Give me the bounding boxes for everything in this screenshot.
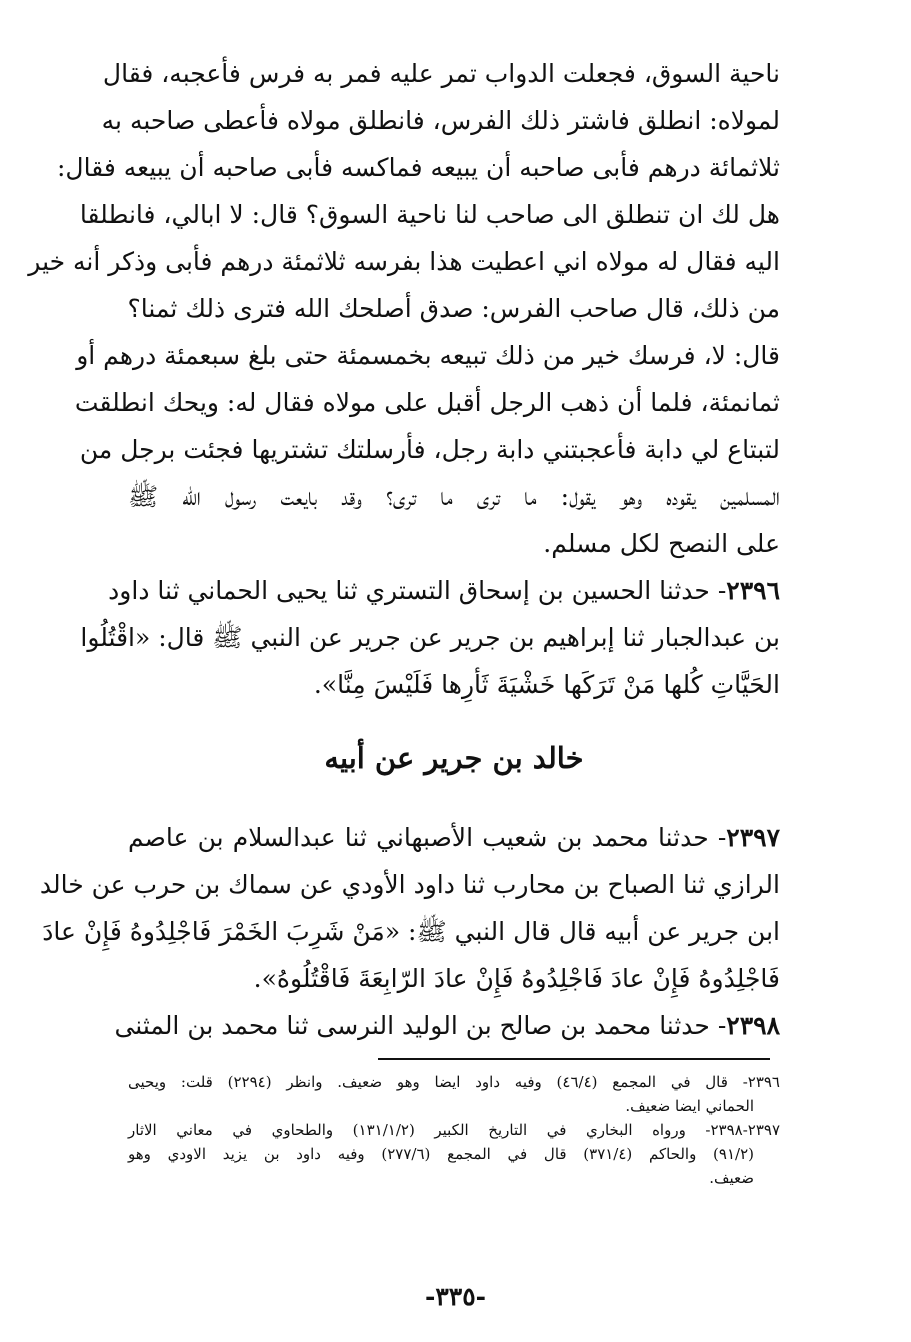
hadith-2396-line: بن عبدالجبار ثنا إبراهيم بن جرير عن جرير عن النبي ﷺ قال: «اقْتُلُوا <box>80 623 780 652</box>
footnote-line: ٢٣٩٧-٢٣٩٨- ورواه البخاري في التاريخ الكبير (١٣١/١/٢) والطحاوي في معاني الاثار <box>128 1121 781 1139</box>
hadith-number: ٢٣٩٦ <box>726 576 780 605</box>
text-line: لمولاه: انطلق فاشتر ذلك الفرس، فانطلق مولاه فأعطى صاحبه به <box>101 106 780 135</box>
main-text <box>28 50 780 1049</box>
footnotes <box>128 1070 780 1190</box>
hadith-2396-line: ٢٣٩٦- حدثنا الحسين بن إسحاق التستري ثنا يحيى الحماني ثنا داود <box>108 576 780 605</box>
section-heading: خالد بن جرير عن أبيه <box>324 741 584 775</box>
hadith-2397-line: ٢٣٩٧- حدثنا محمد بن شعيب الأصبهاني ثنا عبدالسلام بن عاصم <box>128 823 780 852</box>
footnote-divider <box>378 1058 770 1060</box>
footnote-line: (٩١/٢) والحاكم (٣٧١/٤) قال في المجمع (٢٧٧/٦) وفيه داود بن يزيد الاودي وهو <box>128 1145 754 1163</box>
text-line: قال: لا، فرسك خير من ذلك تبيعه بخمسمئة حتى بلغ سبعمئة درهم أو <box>76 341 780 370</box>
hadith-2397-line: الرازي ثنا الصباح بن محارب ثنا داود الأودي عن سماك بن حرب عن خالد <box>39 870 780 899</box>
page-number: -٣٣٥- <box>424 1282 487 1311</box>
footnote-line: الحماني ايضا ضعيف. <box>625 1097 754 1115</box>
text-line: ثمانمئة، فلما أن ذهب الرجل أقبل على مولاه فقال له: ويحك انطلقت <box>74 388 780 417</box>
text-line: ثلاثمائة درهم فأبى صاحبه أن يبيعه فماكسه فأبى صاحبه أن يبيعه فقال: <box>57 153 780 182</box>
hadith-2397-line: ابن جرير عن أبيه قال قال النبي ﷺ: «مَنْ شَرِبَ الخَمْرَ فَاجْلِدُوهُ فَإِنْ عادَ <box>42 917 780 946</box>
hadith-number: ٢٣٩٨ <box>726 1011 780 1040</box>
hadith-2398-line: ٢٣٩٨- حدثنا محمد بن صالح بن الوليد النرسى ثنا محمد بن المثنى <box>114 1011 780 1040</box>
text-line: لتبتاع لي دابة فأعجبتني دابة رجل، فأرسلتك تشتريها فجئت برجل من <box>79 435 780 464</box>
footnote-line: ضعيف. <box>709 1169 754 1187</box>
text-line: اليه فقال له مولاه اني اعطيت هذا بفرسه ثلاثمئة درهم فأبى وذكر أنه خير <box>28 247 780 276</box>
text-line: على النصح لكل مسلم. <box>543 529 780 558</box>
footnote-line: ٢٣٩٦- قال في المجمع (٤٦/٤) وفيه داود ايضا وهو ضعيف. وانظر (٢٢٩٤) قلت: ويحيى <box>128 1073 780 1091</box>
text-line: المسلمين يقوده وهو يقول: ما ترى ما ترى؟ وقد بايعت رسول الله ﷺ <box>128 482 780 511</box>
hadith-number: ٢٣٩٧ <box>726 823 780 852</box>
hadith-2397-line: فَاجْلِدُوهُ فَإِنْ عادَ فَاجْلِدُوهُ فَإِنْ عادَ الرّابِعَةَ فَاقْتُلُوهُ». <box>253 964 780 993</box>
text-line: من ذلك، قال صاحب الفرس: صدق أصلحك الله فترى ذلك ثمنا؟ <box>127 294 780 323</box>
hadith-2396-line: الحَيَّاتِ كُلها مَنْ تَرَكَها خَشْيَةَ ثَأرِها فَلَيْسَ مِنَّا». <box>313 670 780 699</box>
text-line: ناحية السوق، فجعلت الدواب تمر عليه فمر به فرس فأعجبه، فقال <box>102 59 780 88</box>
text-line: هل لك ان تنطلق الى صاحب لنا ناحية السوق؟ قال: لا ابالي، فانطلقا <box>79 200 780 229</box>
